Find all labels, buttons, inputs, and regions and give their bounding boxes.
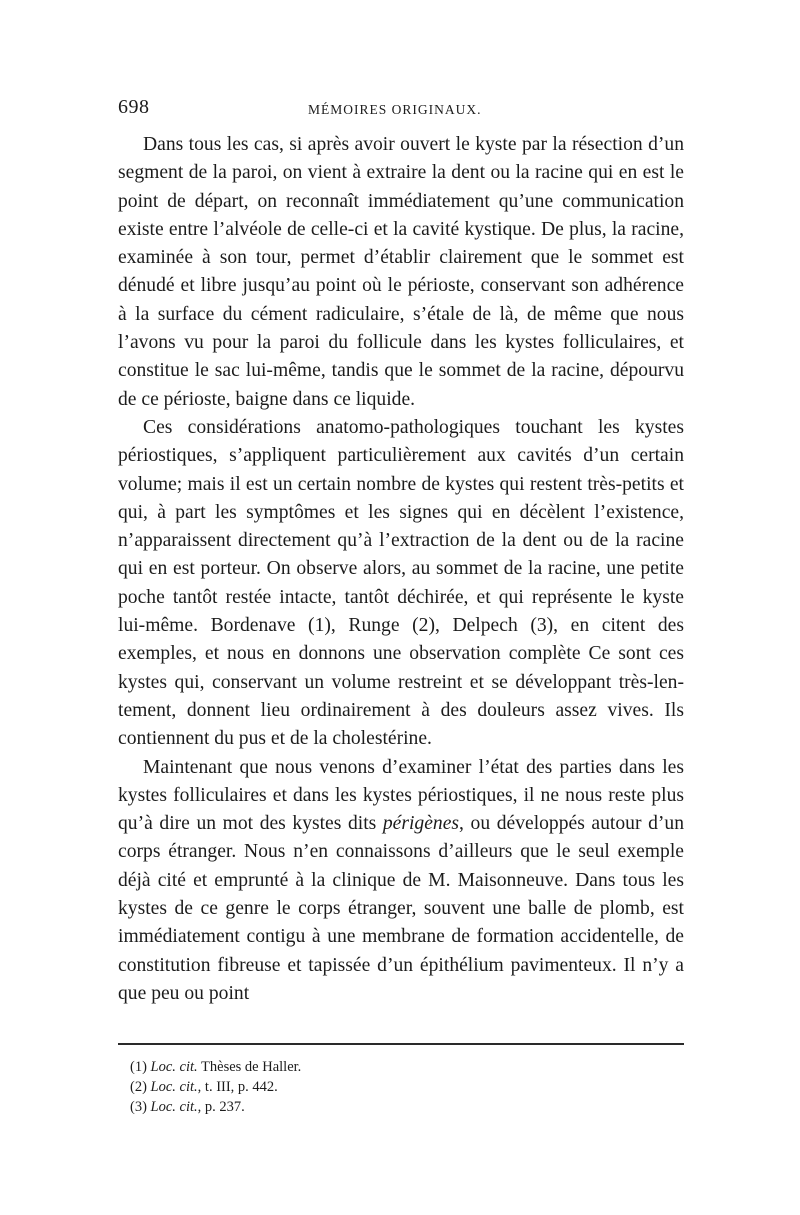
footnote-text: , t. III, p. 442. bbox=[197, 1079, 278, 1095]
paragraph-3-part-2: , ou développés autour d’un corps étranger. Nous n’en connaissons d’ailleurs que le seul exemple déjà cité et emprunté à la clinique de M. Maisonneuve. Dans tous les kystes de ce genre le corps étranger, souvent une balle de plomb, est immédiatement contigu à une membrane de formation accidentelle, de constitution fibreuse et tapissée d’un épithélium pavimenteux. Il n’y a que peu ou point bbox=[118, 813, 684, 1004]
paragraph-3-italic-term: périgènes bbox=[382, 813, 460, 835]
footnote-ref: Loc. cit. bbox=[150, 1059, 198, 1075]
footnote-number: (3) bbox=[130, 1099, 147, 1115]
running-head bbox=[118, 96, 684, 126]
footnote-rule bbox=[118, 1043, 684, 1045]
footnote-ref: Loc. cit. bbox=[150, 1079, 198, 1095]
footnote-text: , p. 237. bbox=[197, 1099, 245, 1115]
paragraph-2: Ces considérations anatomo-pathologiques touchant les kystes périostiques, s’appliquent particulièrement aux cavités d’un certain volume; mais il est un certain nombre de kystes qui restent très-petits et qui, à part les symptômes et les signes qui en décèlent l’existence, n’apparaissent directement qu’à l’extraction de la dent ou de la racine qui en est porteur. On observe alors, au sommet de la racine, une petite poche tantôt restée intacte, tantôt déchirée, et qui représente le kyste lui-même. Bordenave (1), Runge (2), Delpech (3), en citent des exemples, et nous en donnons une observation complète Ce sont ces kystes qui, conservant un volume restreint et se développant très-lentement, donnent lieu ordinairement à des douleurs assez vives. Ils contiennent du pus et de la cholestérine. bbox=[118, 416, 684, 750]
footnotes bbox=[130, 1057, 670, 1117]
footnote-number: (1) bbox=[130, 1059, 147, 1075]
body-text bbox=[118, 131, 684, 1008]
footnote-1 bbox=[130, 1057, 670, 1077]
page-number: 698 bbox=[118, 96, 150, 118]
footnote-2 bbox=[130, 1077, 670, 1097]
footnote-3 bbox=[130, 1097, 670, 1117]
footnote-number: (2) bbox=[130, 1079, 147, 1095]
footnote-ref: Loc. cit. bbox=[150, 1099, 198, 1115]
paragraph-3 bbox=[118, 754, 684, 1009]
footnote-text: Thèses de Haller. bbox=[197, 1059, 302, 1075]
paragraph-1: Dans tous les cas, si après avoir ouvert le kyste par la résection d’un segment de la paroi, on vient à extraire la dent ou la racine qui en est le point de départ, on reconnaît immédiatement qu’une communication existe entre l’alvéole de celle-ci et la cavité kystique. De plus, la racine, examinée à son tour, permet d’établir clairement que le sommet est dénudé et libre jusqu’au point où le périoste, conservant son adhérence à la surface du cément radiculaire, s’étale de là, de même que nous l’avons vu pour la paroi du follicule dans les kystes folliculaires, et constitue le sac lui-même, tandis que le sommet de la racine, dépourvu de ce périoste, baigne dans ce liquide. bbox=[118, 134, 684, 410]
paragraph-3-part-1: Maintenant que nous venons d’examiner l’état des parties dans les kystes folliculaires et dans les kystes périostiques, il ne nous reste plus qu’à dire un mot des kystes dits bbox=[118, 756, 684, 835]
running-title: MÉMOIRES ORIGINAUX. bbox=[308, 102, 482, 117]
